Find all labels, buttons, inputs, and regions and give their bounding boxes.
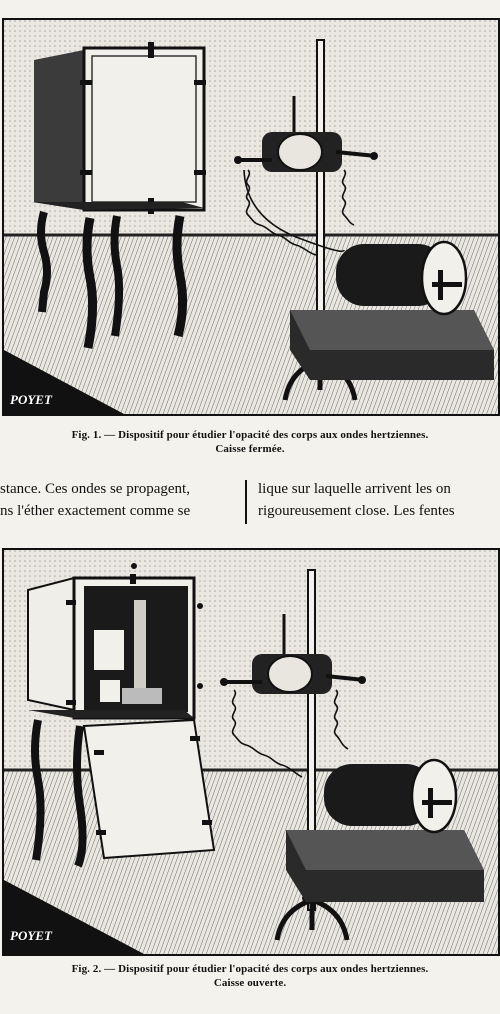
figure-2-caption-title: Fig. 2. — Dispositif pour étudier l'opacité des corps aux ondes hertziennes. <box>71 963 429 975</box>
left-column-line-2: ns l'éther exactement comme se <box>0 503 191 519</box>
figure-2-illustration <box>2 548 500 956</box>
figure-2-caption <box>0 962 500 990</box>
figure-2-signature: POYET <box>10 928 52 943</box>
column-divider <box>245 480 247 524</box>
figure-1-caption-title: Fig. 1. — Dispositif pour étudier l'opacité des corps aux ondes hertziennes. <box>71 429 429 441</box>
left-column-line-1: stance. Ces ondes se propagent, <box>0 481 190 497</box>
right-column-line-2: rigoureusement close. Les fentes <box>258 503 455 519</box>
body-text-left-column <box>0 478 236 522</box>
right-column-line-1: lique sur laquelle arrivent les on <box>258 481 451 497</box>
figure-1-illustration <box>2 18 500 416</box>
figure-2-caption-subtitle: Caisse ouverte. <box>213 977 287 989</box>
figure-2-engraving <box>4 550 498 954</box>
body-text-right-column <box>258 478 500 522</box>
body-text-columns <box>0 478 500 528</box>
figure-1-caption-subtitle: Caisse fermée. <box>215 443 285 455</box>
figure-1-caption <box>0 428 500 456</box>
figure-1-engraving <box>4 20 498 414</box>
figure-1-signature: POYET <box>10 392 52 407</box>
